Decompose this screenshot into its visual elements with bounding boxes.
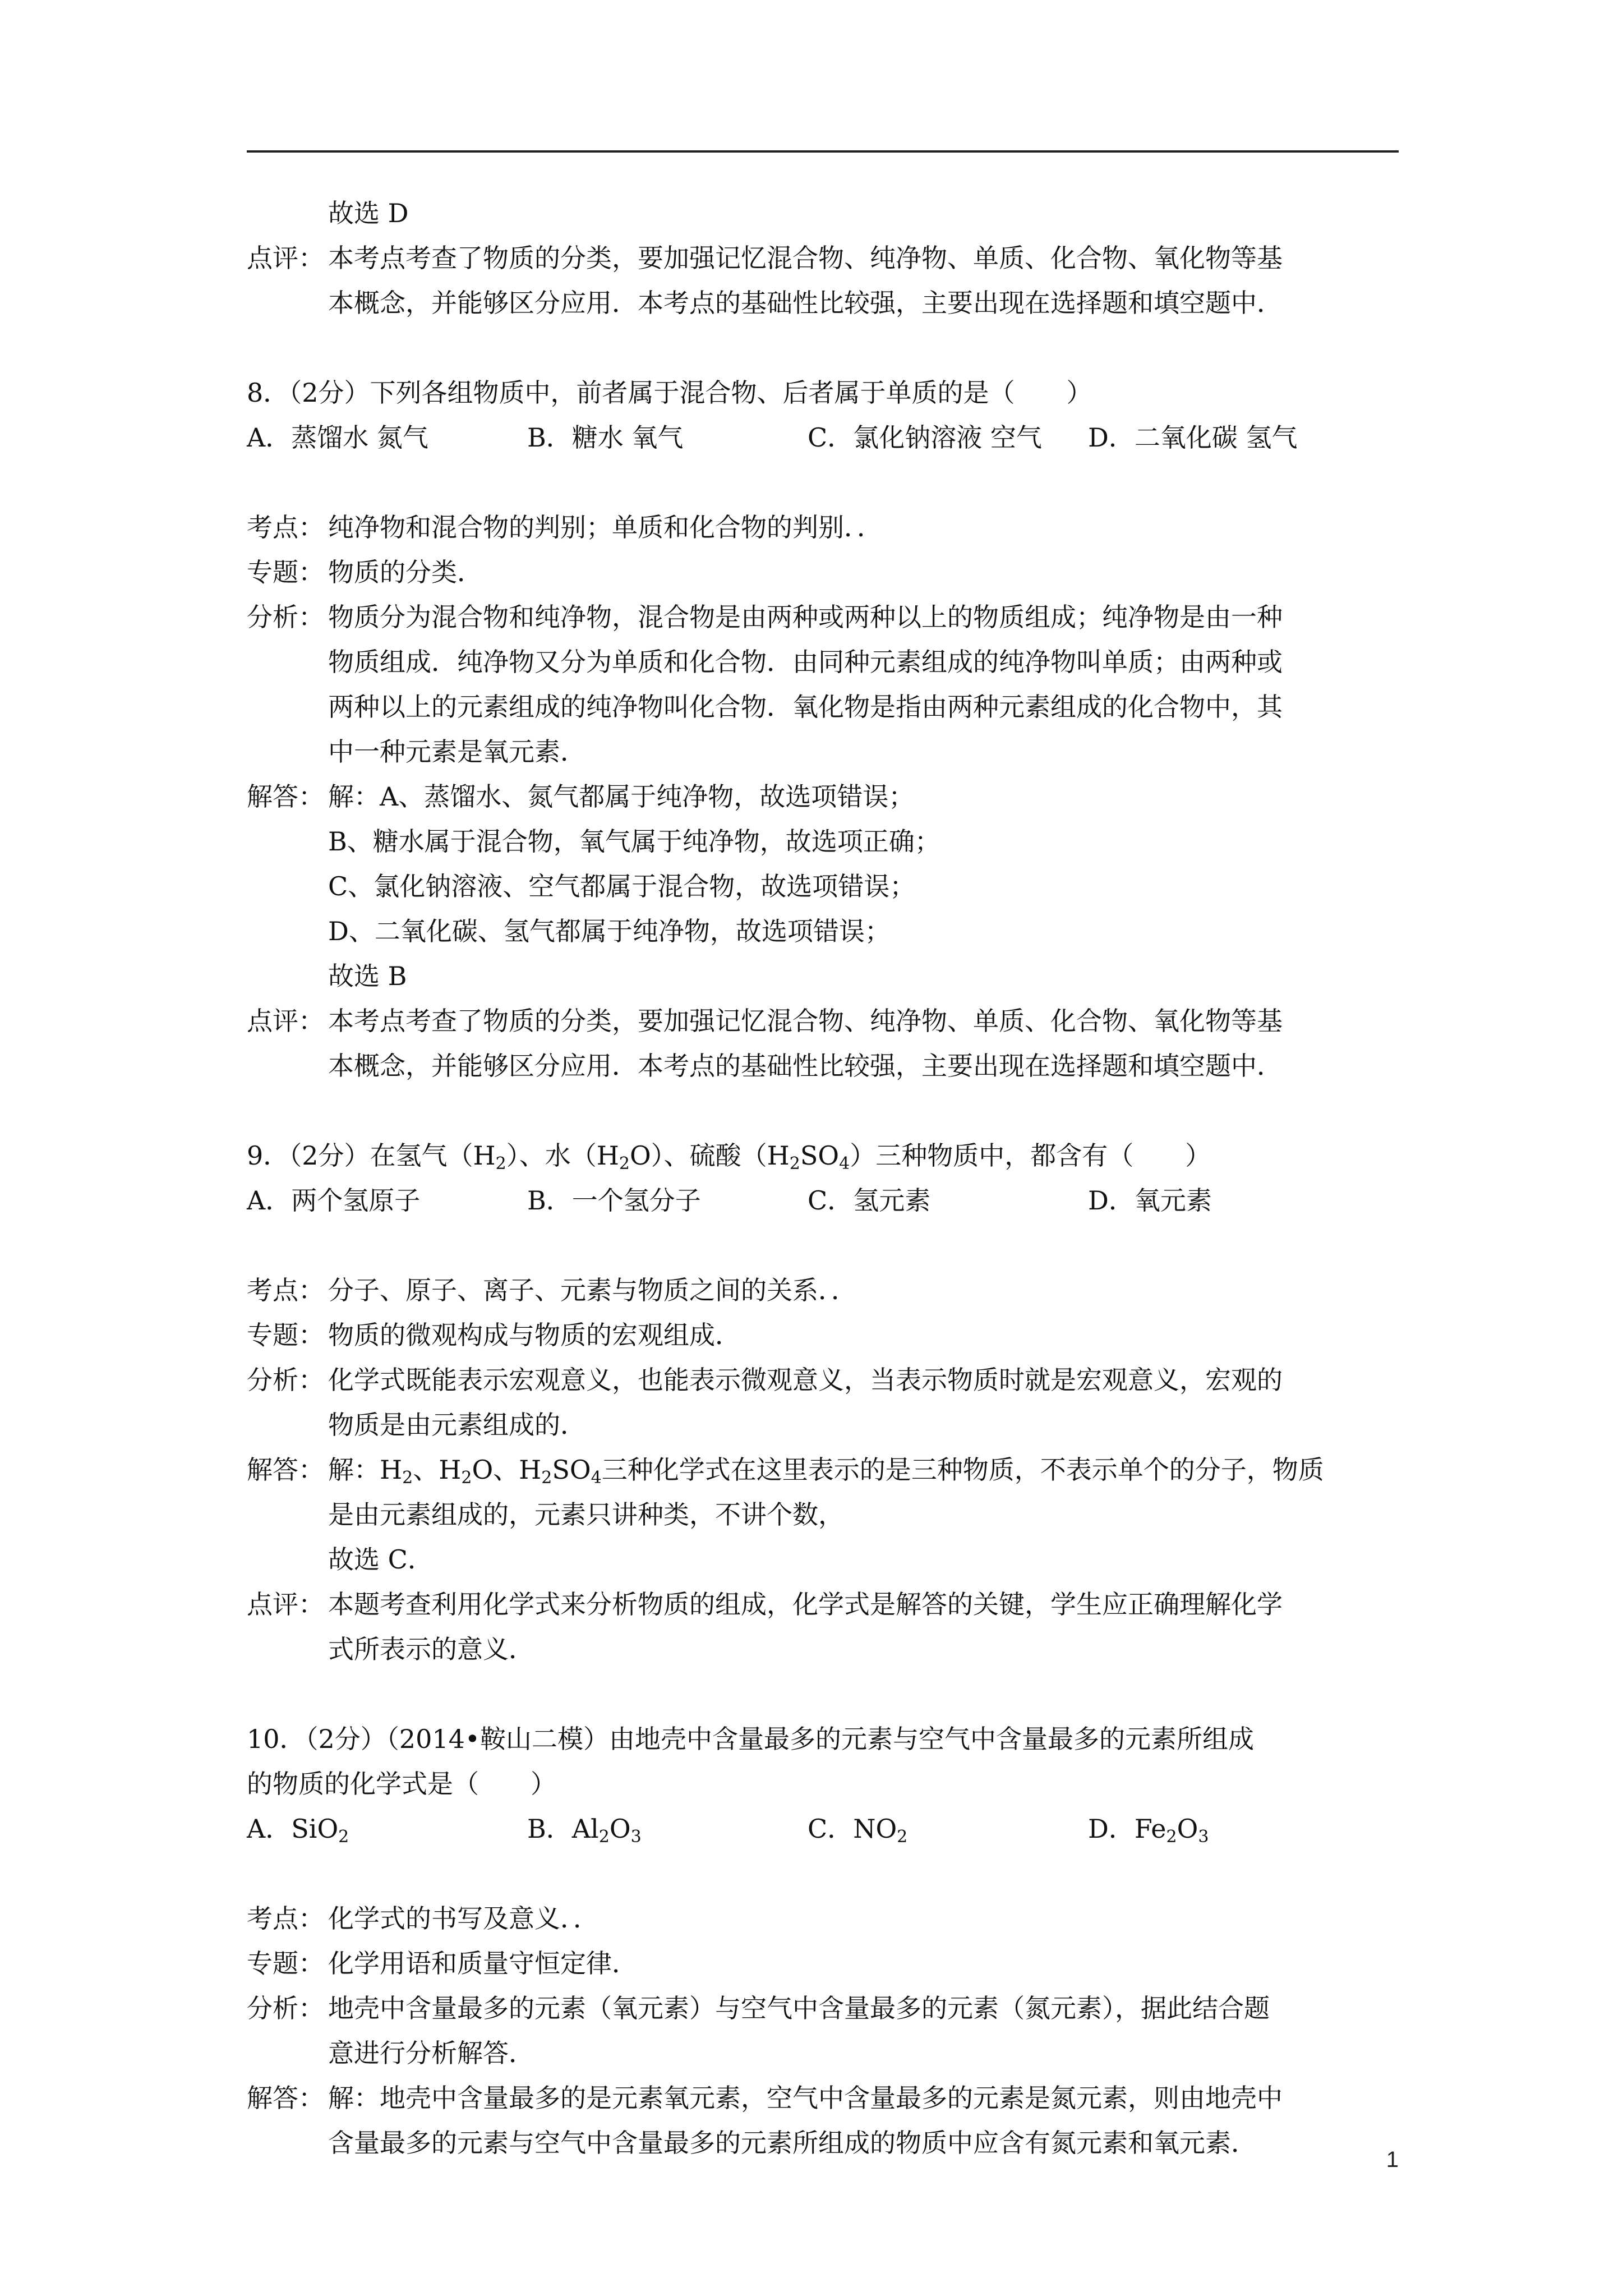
zhuanti-text: 物质的分类． (328, 557, 483, 587)
comment-label: 点评： (247, 1006, 324, 1036)
kaodian-label: 考点： (247, 1275, 324, 1305)
solution-line: 故选 C． (328, 1544, 434, 1575)
comment-line: 本概念，并能够区分应用．本考点的基础性比较强，主要出现在选择题和填空题中． (328, 1051, 1283, 1081)
option-d: D．二氧化碳 氢气 (1088, 422, 1298, 453)
analysis-line: 化学式既能表示宏观意义，也能表示微观意义，当表示物质时就是宏观意义，宏观的 (328, 1365, 1283, 1395)
kaodian-label: 考点： (247, 512, 324, 542)
analysis-label: 分析： (247, 602, 324, 632)
zhuanti-label: 专题： (247, 557, 324, 587)
question-10-stem-cont: 的物质的化学式是（ ） (247, 1769, 556, 1799)
comment-block (247, 236, 1402, 325)
comment-label: 点评： (247, 243, 324, 273)
comment-line: 式所表示的意义． (328, 1634, 534, 1664)
solution-block (247, 1447, 1402, 1582)
analysis-line: 物质组成．纯净物又分为单质和化合物．由同种元素组成的纯净物叫单质；由两种或 (328, 647, 1283, 677)
zhuanti-text: 物质的微观构成与物质的宏观组成． (328, 1320, 741, 1350)
kaodian-label: 考点： (247, 1903, 324, 1934)
kaodian-block (247, 1896, 1402, 1941)
question-8-stem: 8．（2分）下列各组物质中，前者属于混合物、后者属于单质的是（ ） (247, 378, 1092, 408)
kaodian-text: 分子、原子、离子、元素与物质之间的关系．． (328, 1275, 857, 1305)
solution-line: 解：A、蒸馏水、氮气都属于纯净物，故选项错误； (328, 781, 915, 812)
solution-line: 故选 B (328, 961, 407, 991)
answer-choice: 故选 D (328, 198, 409, 228)
kaodian-block (247, 1268, 1402, 1313)
option-d: D．$Fe_2O_3$ (1088, 1814, 1209, 1847)
comment-line: 本题考查利用化学式来分析物质的组成，化学式是解答的关键，学生应正确理解化学 (328, 1589, 1283, 1619)
solution-line: 是由元素组成的，元素只讲种类，不讲个数， (328, 1499, 844, 1530)
analysis-block (247, 1986, 1402, 2076)
zhuanti-block (247, 1313, 1402, 1358)
solution-line: B、糖水属于混合物，氧气属于纯净物，故选项正确； (328, 826, 940, 857)
zhuanti-label: 专题： (247, 1320, 324, 1350)
option-b: B．糖水 氧气 (527, 422, 684, 453)
kaodian-text: 化学式的书写及意义．． (328, 1903, 599, 1934)
solution-line: 解：$H_2$、$H_2O$、$H_2SO_4$三种化学式在这里表示的是三种物质，不表示单个的分子，物质 (328, 1455, 1324, 1488)
question-10-stem: 10．（2分）（2014•鞍山二模）由地壳中含量最多的元素与空气中含量最多的元素所组成 (247, 1724, 1254, 1754)
comment-label: 点评： (247, 1589, 324, 1619)
option-c: C．$NO_2$ (808, 1814, 908, 1847)
analysis-line: 物质是由元素组成的． (328, 1410, 586, 1440)
solution-line: 含量最多的元素与空气中含量最多的元素所组成的物质中应含有氮元素和氧元素． (328, 2128, 1257, 2158)
option-c: C．氢元素 (808, 1185, 931, 1216)
comment-line: 本考点考查了物质的分类，要加强记忆混合物、纯净物、单质、化合物、氧化物等基 (328, 1006, 1283, 1036)
solution-label: 解答： (247, 1455, 324, 1485)
analysis-line: 地壳中含量最多的元素（氧元素）与空气中含量最多的元素（氮元素），据此结合题 (328, 1993, 1270, 2023)
question-10-options (247, 1806, 1402, 1851)
option-a: A．SiO$_2$ (247, 1814, 349, 1847)
analysis-line: 物质分为混合物和纯净物，混合物是由两种或两种以上的物质组成；纯净物是由一种 (328, 602, 1283, 632)
comment-line: 本概念，并能够区分应用．本考点的基础性比较强，主要出现在选择题和填空题中． (328, 288, 1283, 318)
analysis-block (247, 595, 1402, 774)
comment-block (247, 1582, 1402, 1672)
comment-line: 本考点考查了物质的分类，要加强记忆混合物、纯净物、单质、化合物、氧化物等基 (328, 243, 1283, 273)
solution-label: 解答： (247, 2083, 324, 2113)
option-c: C．氯化钠溶液 空气 (808, 422, 1042, 453)
option-b: B．一个氢分子 (527, 1185, 701, 1216)
solution-line: 解：地壳中含量最多的是元素氧元素，空气中含量最多的元素是氮元素，则由地壳中 (328, 2083, 1283, 2113)
option-d: D．氧元素 (1088, 1185, 1212, 1216)
solution-block (247, 774, 1402, 999)
option-b: B．$Al_2O_3$ (527, 1814, 642, 1847)
kaodian-block (247, 505, 1402, 550)
analysis-label: 分析： (247, 1365, 324, 1395)
solution-line: C、氯化钠溶液、空气都属于混合物，故选项错误； (328, 871, 916, 901)
question-9-options (247, 1178, 1402, 1223)
option-a: A．蒸馏水 氮气 (247, 422, 428, 453)
analysis-label: 分析： (247, 1993, 324, 2023)
zhuanti-block (247, 1941, 1402, 1986)
question-9-stem: 9．（2分）在氢气$(H_2)$、水$(H_2O)$、硫酸$(H_2SO_4)$三种物质中，都含有（ ） (247, 1140, 1211, 1174)
document-body (247, 191, 1402, 2165)
zhuanti-block (247, 550, 1402, 595)
header-rule (247, 150, 1399, 153)
zhuanti-label: 专题： (247, 1948, 324, 1978)
analysis-line: 意进行分析解答． (328, 2038, 534, 2068)
solution-line: D、二氧化碳、氢气都属于纯净物，故选项错误； (328, 916, 891, 946)
question-8-options (247, 415, 1402, 460)
zhuanti-text: 化学用语和质量守恒定律． (328, 1948, 638, 1978)
solution-block (247, 2076, 1402, 2165)
analysis-line: 中一种元素是氧元素． (328, 737, 586, 767)
option-a: A．两个氢原子 (247, 1185, 421, 1216)
solution-label: 解答： (247, 781, 324, 812)
kaodian-text: 纯净物和混合物的判别；单质和化合物的判别．． (328, 512, 883, 542)
page-number: 1 (1386, 2147, 1399, 2172)
comment-block (247, 999, 1402, 1088)
analysis-line: 两种以上的元素组成的纯净物叫化合物．氧化物是指由两种元素组成的化合物中，其 (328, 692, 1283, 722)
analysis-block (247, 1358, 1402, 1447)
